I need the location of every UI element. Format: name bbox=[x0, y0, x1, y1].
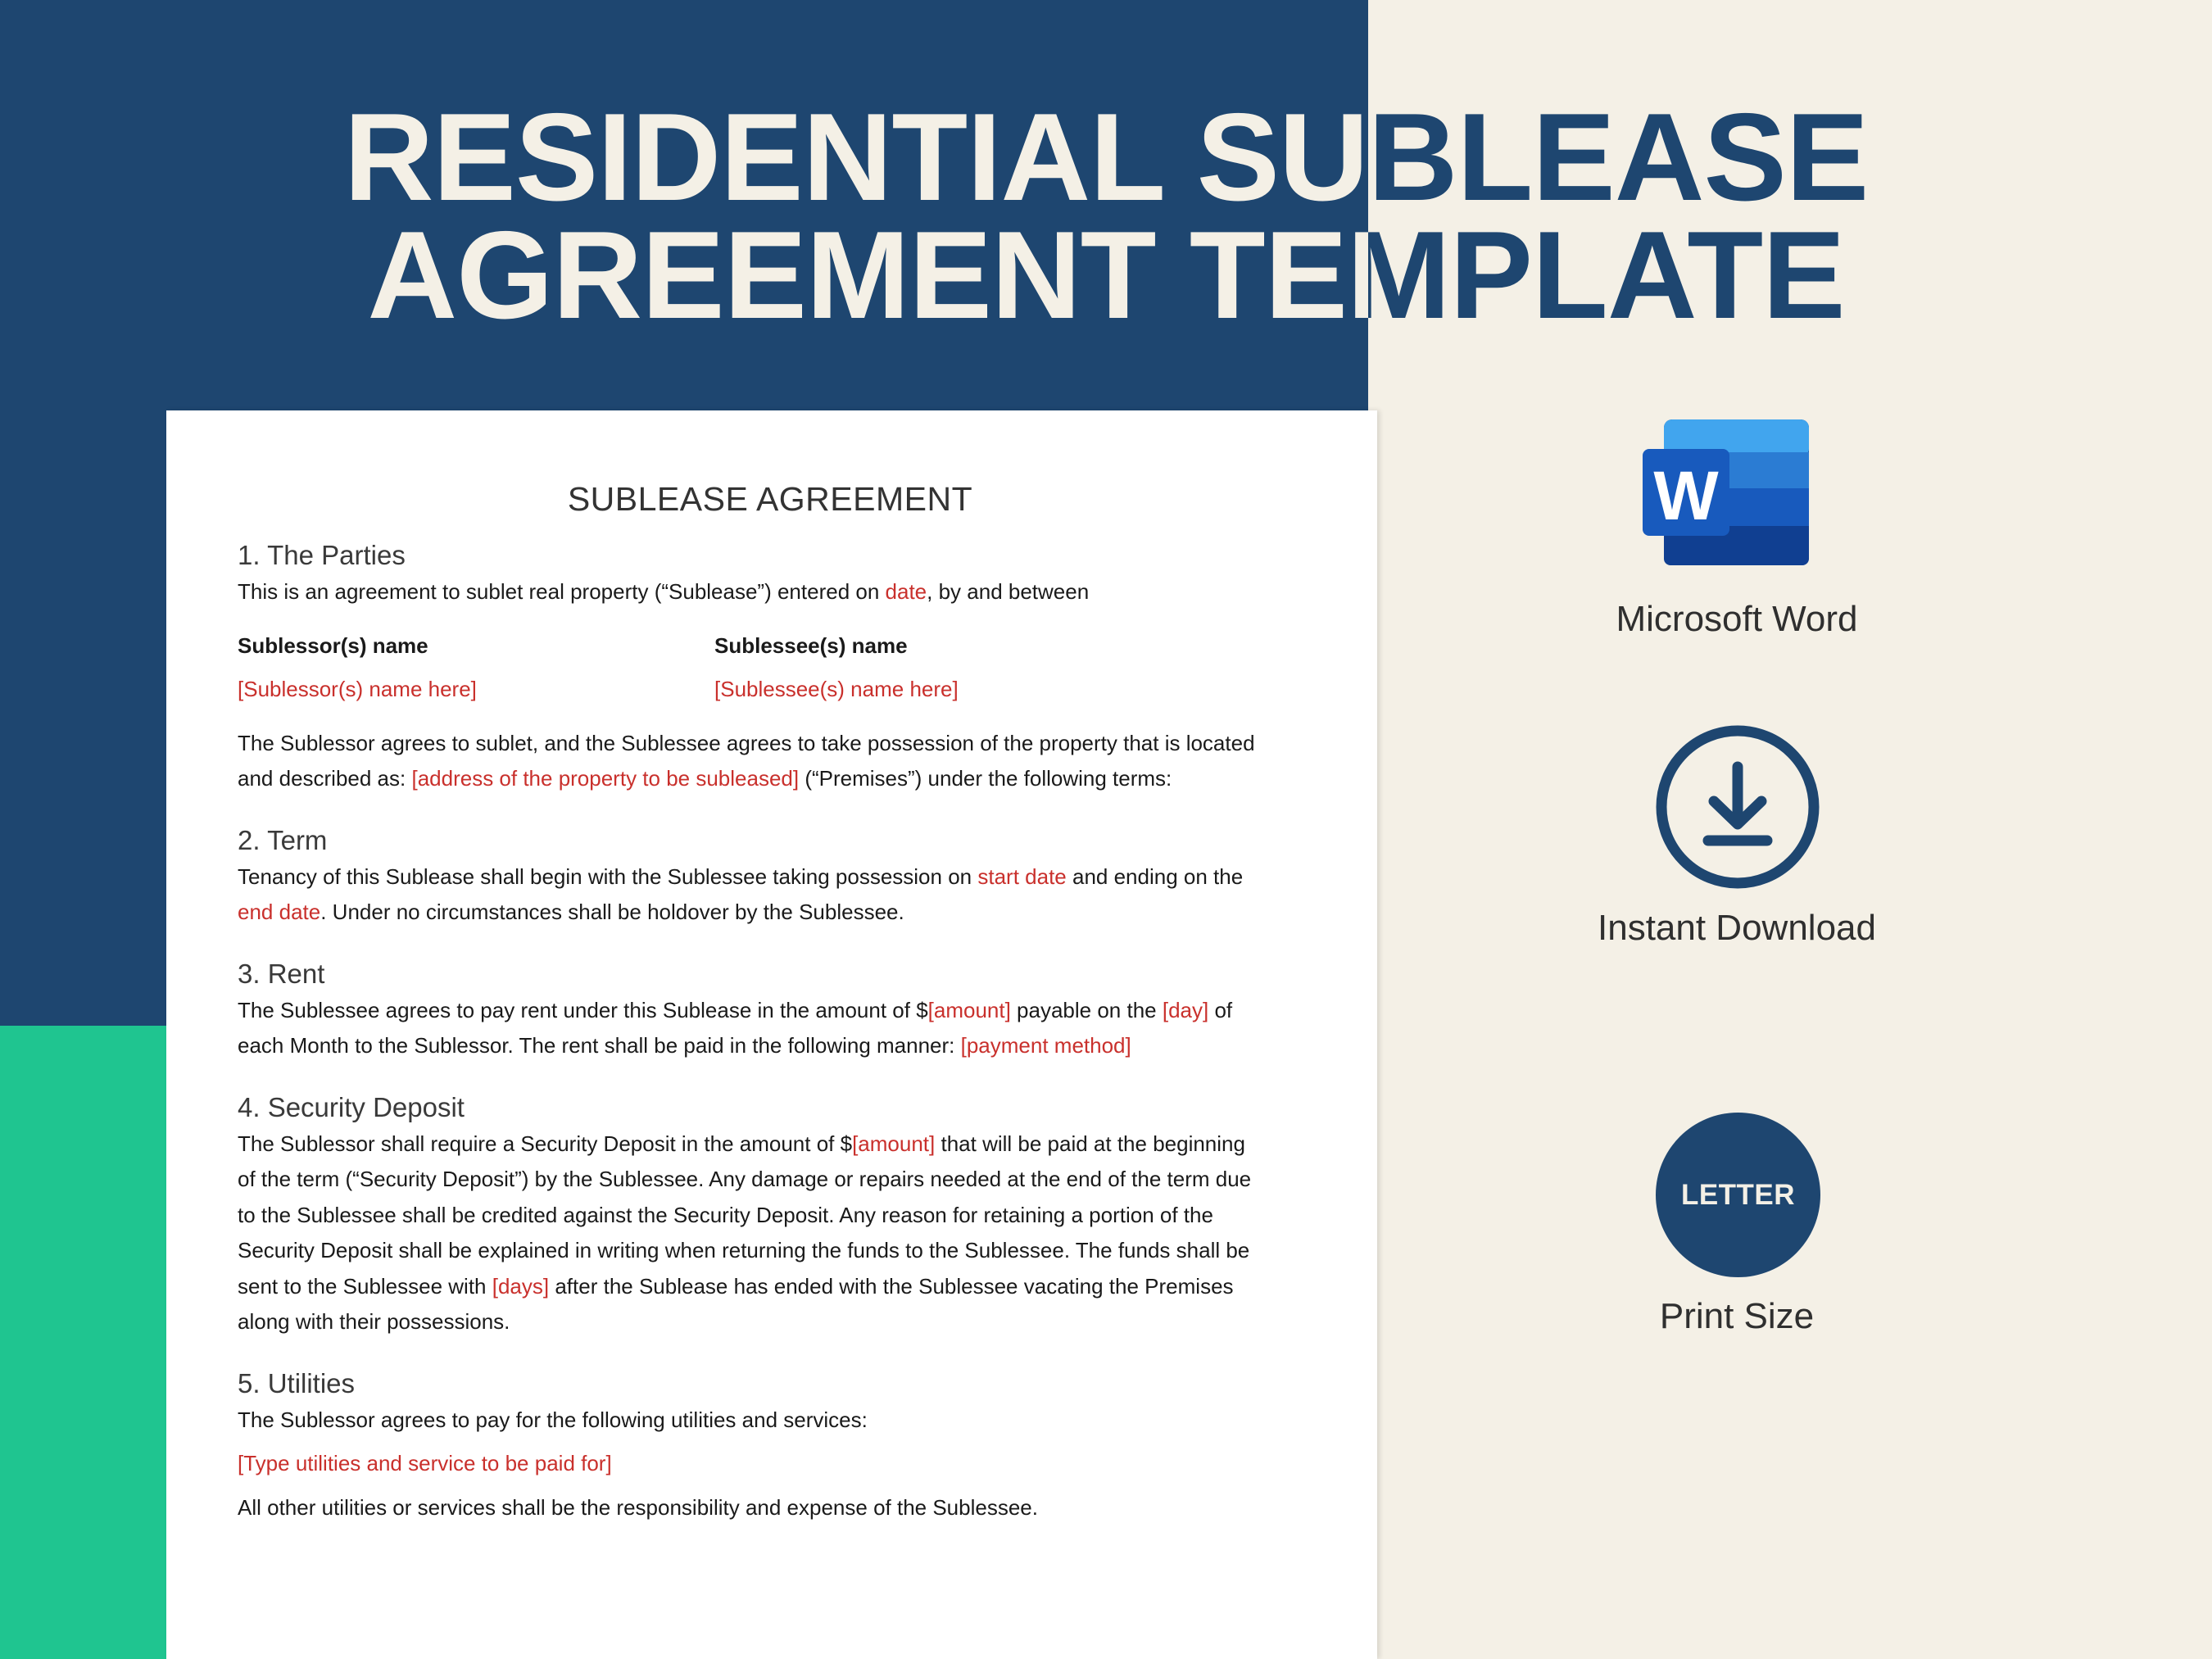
premises-before: and described as: bbox=[238, 766, 412, 791]
rent-text1: The Sublessee agrees to pay rent under this Sublease in the amount of $ bbox=[238, 997, 928, 1022]
parties-intro bbox=[238, 574, 1303, 610]
hero-title bbox=[0, 88, 2212, 345]
sublessee-label: Sublessee(s) name bbox=[714, 632, 908, 658]
deposit-text5b: after the Sublease has ended with the Sublessee vacating the Premises bbox=[549, 1273, 1234, 1299]
rent-text3: of bbox=[1208, 997, 1233, 1022]
section-heading-parties: 1. The Parties bbox=[238, 540, 406, 570]
premises-after: (“Premises”) under the following terms: bbox=[799, 766, 1172, 791]
instant-download-label: Instant Download bbox=[1598, 908, 1876, 948]
green-accent-block bbox=[0, 1026, 168, 1659]
placeholder-sublessor-name: [Sublessor(s) name here] bbox=[238, 677, 477, 701]
premises-line1: The Sublessor agrees to sublet, and the Sublessee agrees to take possession of the property that is located bbox=[238, 730, 1255, 755]
deposit-line4: Security Deposit shall be explained in writing when returning the funds to the Sublessee. The funds shall be bbox=[238, 1238, 1250, 1262]
placeholder-date: date bbox=[885, 579, 927, 604]
parties-intro-end: , by and between bbox=[927, 579, 1090, 604]
document-title: SUBLEASE AGREEMENT bbox=[567, 480, 973, 518]
term-paragraph bbox=[238, 859, 1303, 931]
placeholder-utilities: [Type utilities and service to be paid for] bbox=[238, 1451, 612, 1475]
deposit-line2: of the term (“Security Deposit”) by the Sublessee. Any damage or repairs needed at the end of the term due bbox=[238, 1167, 1252, 1191]
premises-paragraph bbox=[238, 726, 1303, 797]
placeholder-end-date: end date bbox=[238, 900, 321, 924]
utilities-text1: The Sublessor agrees to pay for the following utilities and services: bbox=[238, 1407, 868, 1432]
section-heading-rent: 3. Rent bbox=[238, 958, 325, 989]
deposit-text2: that will be paid at the beginning bbox=[935, 1131, 1245, 1156]
term-text3: . Under no circumstances shall be holdover by the Sublessee. bbox=[320, 900, 904, 924]
placeholder-address: [address of the property to be subleased] bbox=[411, 766, 800, 791]
utilities-text2: All other utilities or services shall be the responsibility and expense of the Sublessee. bbox=[238, 1494, 1038, 1520]
document-preview bbox=[166, 410, 1377, 1659]
section-heading-utilities: 5. Utilities bbox=[238, 1367, 356, 1398]
microsoft-word-label: Microsoft Word bbox=[1616, 599, 1858, 639]
placeholder-day: [day] bbox=[1162, 997, 1209, 1022]
deposit-line3: to the Sublessee shall be credited against the Security Deposit. Any reason for retaining a portion of the bbox=[238, 1202, 1213, 1227]
placeholder-payment-method: [payment method] bbox=[960, 1033, 1131, 1058]
placeholder-rent-amount: [amount] bbox=[927, 997, 1011, 1022]
rent-paragraph bbox=[238, 993, 1303, 1064]
term-text1: Tenancy of this Sublease shall begin with the Sublessee taking possession on bbox=[238, 863, 978, 889]
deposit-text5a: sent to the Sublessee with bbox=[238, 1273, 492, 1299]
letter-size-badge: LETTER bbox=[1656, 1113, 1820, 1277]
rent-text4: each Month to the Sublessor. The rent shall be paid in the following manner: bbox=[238, 1033, 961, 1058]
placeholder-sublessee-name: [Sublessee(s) name here] bbox=[714, 677, 959, 701]
placeholder-deposit-amount: [amount] bbox=[852, 1131, 936, 1156]
deposit-paragraph bbox=[238, 1126, 1303, 1340]
rent-text2: payable on the bbox=[1010, 997, 1163, 1022]
word-icon bbox=[1643, 419, 1809, 565]
deposit-line6: along with their possessions. bbox=[238, 1309, 510, 1334]
party-labels-row bbox=[238, 628, 1303, 664]
print-size-label: Print Size bbox=[1659, 1296, 1815, 1336]
placeholder-start-date: start date bbox=[977, 863, 1067, 889]
hero-title-line1: RESIDENTIAL SUBLEASE bbox=[343, 88, 1869, 227]
deposit-text1: The Sublessor shall require a Security Deposit in the amount of $ bbox=[238, 1131, 853, 1156]
sublessor-label: Sublessor(s) name bbox=[238, 632, 428, 658]
section-heading-term: 2. Term bbox=[238, 824, 328, 855]
download-icon bbox=[1655, 724, 1820, 890]
section-heading-deposit: 4. Security Deposit bbox=[238, 1091, 465, 1122]
parties-intro-text: This is an agreement to sublet real property (“Sublease”) entered on bbox=[238, 579, 886, 604]
hero-title-line2: AGREEMENT TEMPLATE bbox=[367, 206, 1845, 345]
party-fields-row bbox=[238, 672, 1303, 708]
word-icon-letter: W bbox=[1653, 457, 1719, 534]
term-text2: and ending on the bbox=[1066, 863, 1244, 889]
placeholder-days: [days] bbox=[492, 1273, 550, 1299]
